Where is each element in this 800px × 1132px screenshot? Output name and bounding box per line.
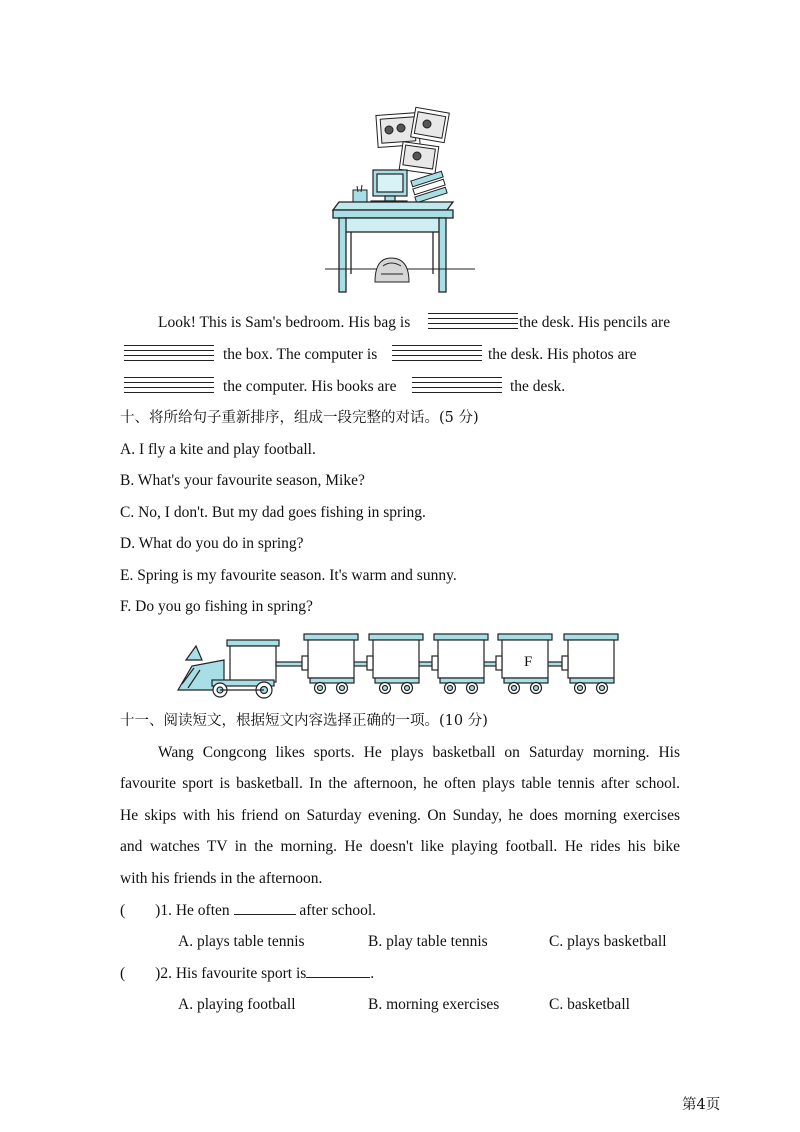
answer-blank-1[interactable] [428, 312, 518, 332]
question-2-blank[interactable] [306, 963, 370, 978]
question-2-stem-b: . [370, 965, 375, 982]
answer-slot-1[interactable] [125, 901, 155, 915]
q2-option-a[interactable]: A. playing football [178, 996, 296, 1013]
pencil-box [353, 190, 367, 202]
carriage-5 [562, 634, 618, 694]
passage-line-3: He skips with his friend on Saturday evening. On Sunday, he does morning exercises [120, 807, 680, 824]
passage-line-2: favourite sport is basketball. In the afternoon, he often plays table tennis after school. [120, 775, 680, 792]
carriage-3 [432, 634, 488, 694]
question-2-stem-a: 2. His favourite sport is [160, 965, 307, 982]
books [411, 171, 447, 203]
passage-line-1a: Look! This is Sam's bedroom. His bag is [158, 314, 411, 331]
answer-blank-3[interactable] [392, 344, 482, 364]
answer-blank-2[interactable] [124, 344, 214, 364]
q2-option-c[interactable]: C. basketball [549, 996, 630, 1013]
answer-blank-5[interactable] [412, 376, 502, 396]
question-1-stem-a: 1. He often [160, 902, 230, 919]
school-bag [375, 258, 409, 282]
computer [371, 170, 407, 205]
desk-illustration [325, 106, 475, 296]
sentence-c: C. No, I don't. But my dad goes fishing in spring. [120, 504, 426, 521]
question-1 [120, 900, 376, 921]
passage-line-4: and watches TV in the morning. He doesn't like playing football. He rides his bike [120, 838, 680, 855]
passage-line-1: Wang Congcong likes sports. He plays basketball on Saturday morning. His [158, 744, 680, 761]
photos-on-wall [376, 107, 449, 174]
carriage-2 [367, 634, 423, 694]
question-2 [120, 963, 374, 984]
passage-line-3a: the computer. His books are [223, 378, 397, 395]
answer-paren-open: ( [120, 902, 126, 919]
locomotive [178, 640, 279, 698]
passage-line-3b: the desk. [510, 378, 566, 395]
carriage-answer-f: F [524, 654, 533, 670]
answer-slot-2[interactable] [125, 964, 155, 978]
passage-line-5: with his friends in the afternoon. [120, 870, 323, 887]
q1-option-b[interactable]: B. play table tennis [368, 933, 488, 950]
page-number: 第4页 [682, 1097, 721, 1113]
question-1-blank[interactable] [234, 900, 296, 915]
answer-paren-close: ) [155, 965, 161, 982]
sentence-f: F. Do you go fishing in spring? [120, 598, 313, 615]
section-10-heading: 十、将所给句子重新排序，组成一段完整的对话。(5 分) [120, 410, 479, 426]
sentence-a: A. I fly a kite and play football. [120, 441, 316, 458]
passage-line-2b: the desk. His photos are [488, 346, 637, 363]
question-1-stem-b: after school. [299, 902, 376, 919]
train-illustration [172, 630, 632, 700]
q2-option-b[interactable]: B. morning exercises [368, 996, 500, 1013]
q1-option-c[interactable]: C. plays basketball [549, 933, 667, 950]
sentence-b: B. What's your favourite season, Mike? [120, 472, 365, 489]
carriage-1 [302, 634, 358, 694]
answer-paren-close: ) [155, 902, 161, 919]
sentence-d: D. What do you do in spring? [120, 535, 304, 552]
passage-line-2a: the box. The computer is [223, 346, 378, 363]
section-11-heading: 十一、阅读短文，根据短文内容选择正确的一项。(10 分) [120, 713, 488, 729]
sentence-e: E. Spring is my favourite season. It's warm and sunny. [120, 567, 457, 584]
q1-option-a[interactable]: A. plays table tennis [178, 933, 305, 950]
answer-paren-open: ( [120, 965, 126, 982]
passage-line-1b: the desk. His pencils are [519, 314, 671, 331]
answer-blank-4[interactable] [124, 376, 214, 396]
